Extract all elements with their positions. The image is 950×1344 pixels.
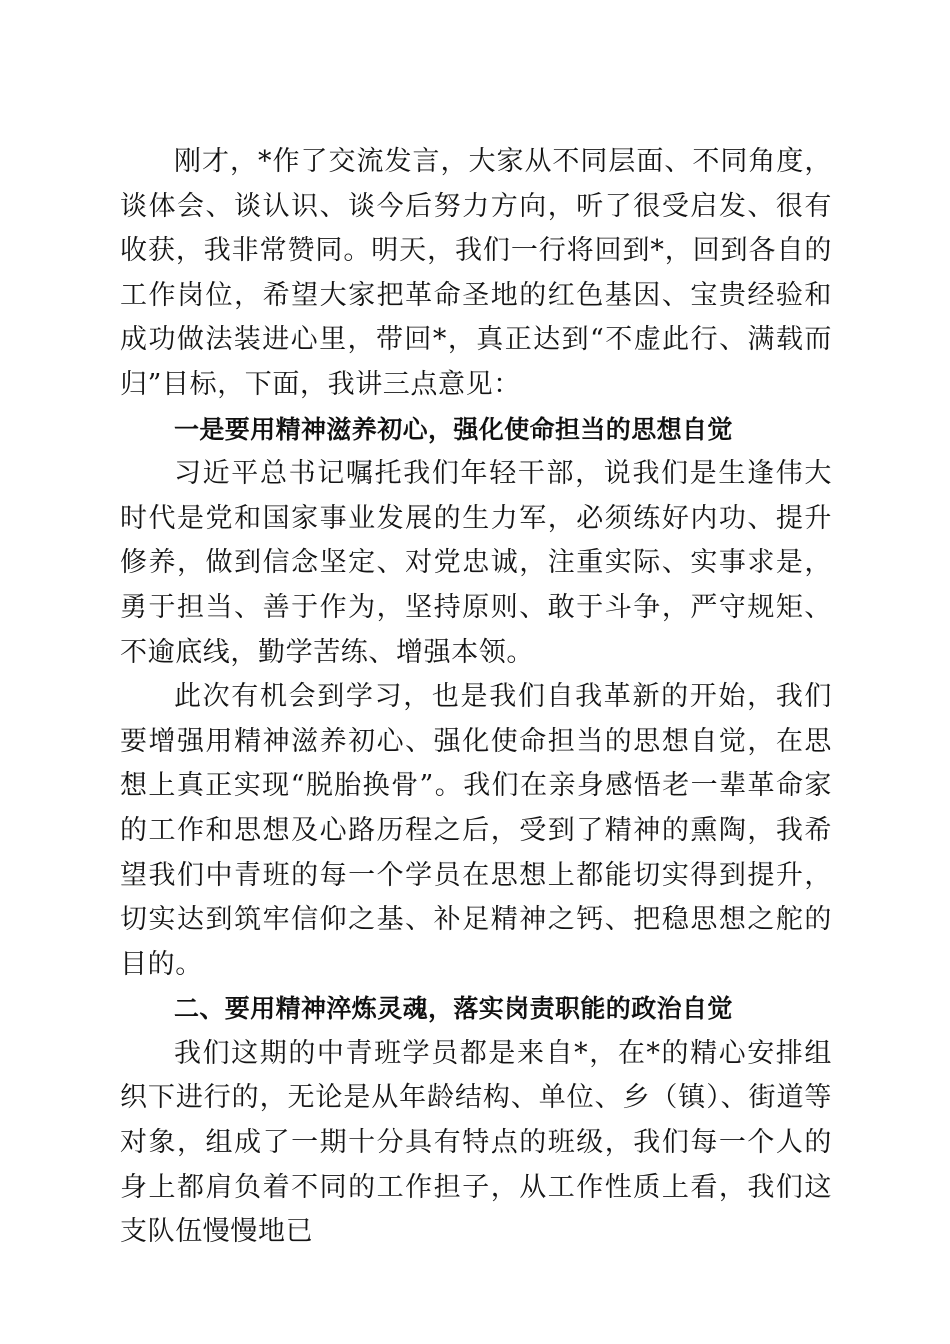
- document-page: [120, 140, 832, 1255]
- section-1-paragraph-2: 此次有机会到学习，也是我们自我革新的开始，我们要增强用精神滋养初心、强化使命担当的思想自觉，在思想上真正实现“脱胎换骨”。我们在亲身感悟老一辈革命家的工作和思想及心路历程之后，受到了精神的熏陶，我希望我们中青班的每一个学员在思想上都能切实得到提升，切实达到筑牢信仰之基、补足精神之钙、把稳思想之舵的目的。: [120, 681, 832, 980]
- intro-paragraph: 刚才，*作了交流发言，大家从不同层面、不同角度，谈体会、谈认识、谈今后努力方向，听了很受启发、很有收获，我非常赞同。明天，我们一行将回到*，回到各自的工作岗位，希望大家把革命圣地的红色基因、宝贵经验和成功做法装进心里，带回*，真正达到“不虚此行、满载而归”目标，下面，我讲三点意见：: [120, 146, 832, 400]
- section-2-heading: 二、要用精神淬炼灵魂，落实岗责职能的政治自觉: [174, 994, 733, 1024]
- section-2-paragraph-1: 我们这期的中青班学员都是来自*，在*的精心安排组织下进行的，无论是从年龄结构、单位、乡（镇）、街道等对象，组成了一期十分具有特点的班级，我们每一个人的身上都肩负着不同的工作担子，从工作性质上看，我们这支队伍慢慢地已: [120, 1037, 832, 1248]
- section-1-paragraph-1: 习近平总书记嘱托我们年轻干部，说我们是生逢伟大时代是党和国家事业发展的生力军，必须练好内功、提升修养，做到信念坚定、对党忠诚，注重实际、实事求是，勇于担当、善于作为，坚持原则、敢于斗争，严守规矩、不逾底线，勤学苦练、增强本领。: [120, 458, 832, 668]
- section-1-heading: 一是要用精神滋养初心，强化使命担当的思想自觉: [174, 414, 733, 444]
